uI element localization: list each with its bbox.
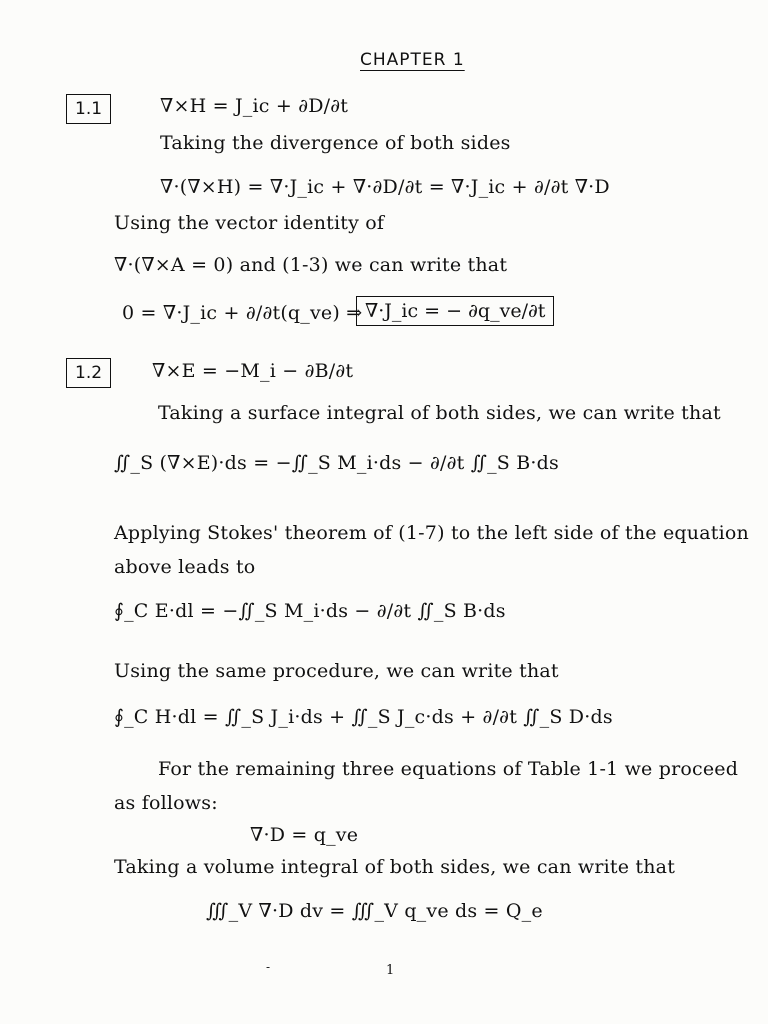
problem-number-1-1: 1.1 (66, 94, 111, 124)
problem-1-2-line-1: Taking a surface integral of both sides, we can write that (158, 402, 721, 424)
problem-1-2-line-3: Applying Stokes' theorem of (1-7) to the left side of the equation (114, 522, 749, 544)
problem-1-2-line-2: ∬_S (∇×E)·ds = −∬_S M_i·ds − ∂/∂t ∬_S B·ds (114, 452, 559, 474)
problem-1-1-line-5: 0 = ∇·J_ic + ∂/∂t(q_ve) ⇒ (122, 302, 363, 324)
problem-1-1-line-4: ∇·(∇×A = 0) and (1-3) we can write that (114, 254, 508, 276)
problem-1-2-line-12: ∭_V ∇·D dv = ∭_V q_ve ds = Q_e (206, 900, 543, 922)
problem-1-1-result-box: ∇·J_ic = − ∂q_ve/∂t (356, 296, 554, 326)
problem-number-1-2: 1.2 (66, 358, 111, 388)
footer-dash: - (266, 960, 271, 974)
problem-1-2-line-11: Taking a volume integral of both sides, we can write that (114, 856, 676, 878)
problem-1-1-line-2: ∇·(∇×H) = ∇·J_ic + ∇·∂D/∂t = ∇·J_ic + ∂/∂t ∇·D (160, 176, 610, 198)
problem-1-2-line-9: as follows: (114, 792, 218, 814)
problem-1-2-line-10: ∇·D = q_ve (250, 824, 359, 846)
problem-1-2-line-4: above leads to (114, 556, 256, 578)
chapter-title: CHAPTER 1 (360, 50, 465, 70)
problem-1-2-line-8: For the remaining three equations of Table 1-1 we proceed (158, 758, 739, 780)
problem-1-2-line-5: ∮_C E·dl = −∬_S M_i·ds − ∂/∂t ∬_S B·ds (114, 600, 506, 622)
problem-1-1-line-3: Using the vector identity of (114, 212, 385, 234)
problem-1-1-line-1: Taking the divergence of both sides (160, 132, 511, 154)
problem-1-2-equation: ∇×E = −M_i − ∂B/∂t (152, 360, 354, 382)
problem-1-2-line-7: ∮_C H·dl = ∬_S J_i·ds + ∬_S J_c·ds + ∂/∂t ∬_S D·ds (114, 706, 613, 728)
problem-1-2-line-6: Using the same procedure, we can write that (114, 660, 559, 682)
problem-1-1-equation: ∇×H = J_ic + ∂D/∂t (160, 95, 349, 117)
page-number: 1 (386, 963, 395, 978)
